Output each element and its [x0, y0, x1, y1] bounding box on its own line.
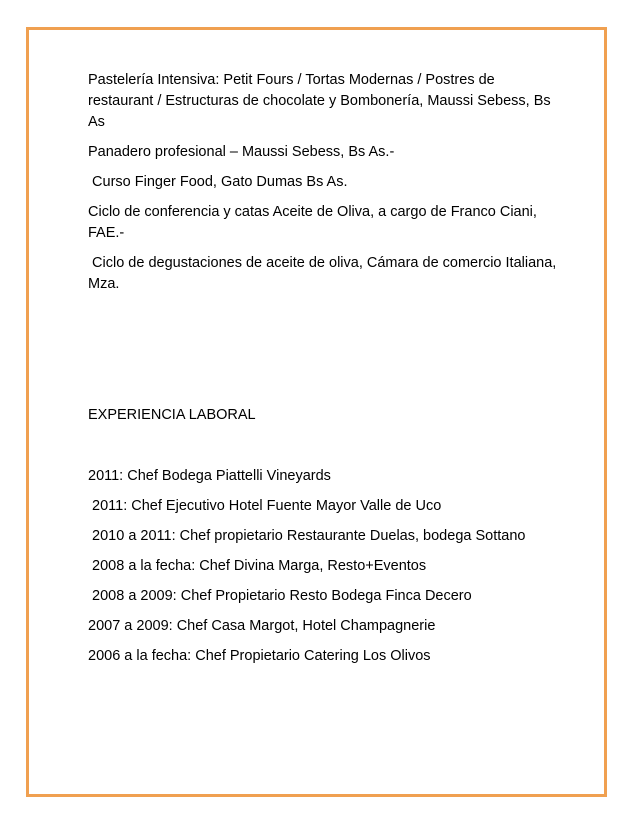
training-item: Pastelería Intensiva: Petit Fours / Tortas Modernas / Postres de restaurant / Estructuras de chocolate y Bombonería, Maussi Sebess, Bs As — [88, 72, 551, 130]
experience-item: 2006 a la fecha: Chef Propietario Catering Los Olivos — [88, 648, 431, 664]
training-item: Panadero profesional – Maussi Sebess, Bs As.- — [88, 144, 395, 160]
training-item: Ciclo de degustaciones de aceite de oliva, Cámara de comercio Italiana, Mza. — [88, 255, 561, 292]
training-item: Ciclo de conferencia y catas Aceite de Oliva, a cargo de Franco Ciani, FAE.- — [88, 204, 537, 241]
experience-item: 2008 a la fecha: Chef Divina Marga, Resto+Eventos — [88, 558, 427, 574]
document-body — [88, 70, 561, 676]
experience-item: 2007 a 2009: Chef Casa Margot, Hotel Champagnerie — [88, 618, 436, 634]
experience-item: 2008 a 2009: Chef Propietario Resto Bodega Finca Decero — [88, 588, 472, 604]
section-heading-experience: EXPERIENCIA LABORAL — [88, 407, 256, 423]
experience-item: 2010 a 2011: Chef propietario Restaurante Duelas, bodega Sottano — [88, 528, 526, 544]
experience-item: 2011: Chef Ejecutivo Hotel Fuente Mayor Valle de Uco — [88, 498, 442, 514]
experience-item: 2011: Chef Bodega Piattelli Vineyards — [88, 468, 331, 484]
training-item: Curso Finger Food, Gato Dumas Bs As. — [88, 174, 348, 190]
